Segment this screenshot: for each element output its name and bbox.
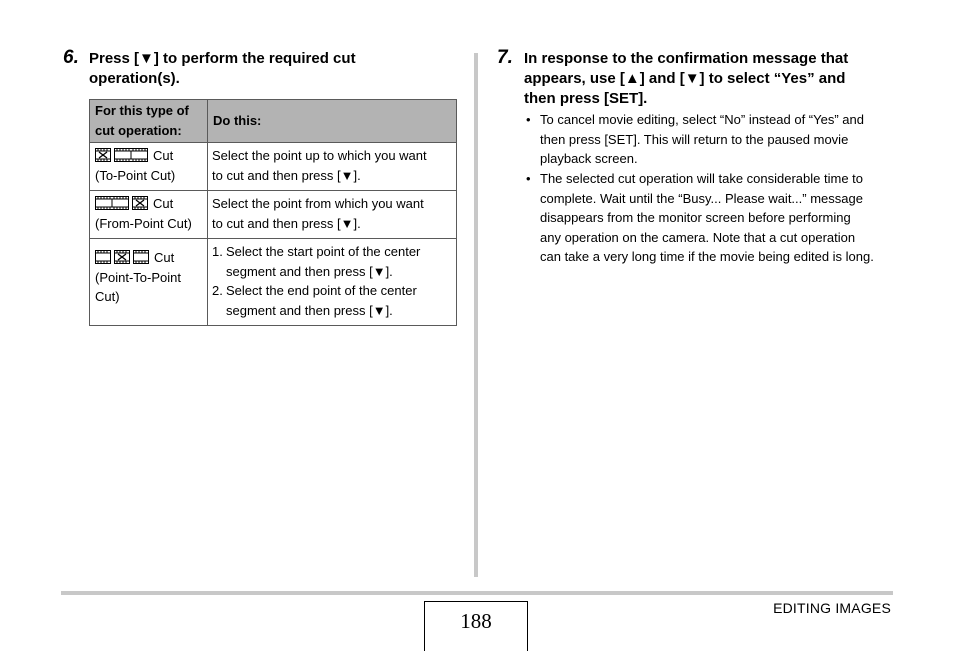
step-7-title (524, 49, 848, 109)
notes-list (524, 110, 896, 267)
step-7-title-line: appears, use [▲] and [▼] to select “Yes” and (524, 70, 846, 87)
action-steps-list (212, 242, 451, 320)
cut-label: Cut (153, 148, 174, 163)
page-number: 188 (460, 609, 492, 633)
cut-type-name: Cut) (95, 289, 120, 304)
list-item (524, 110, 896, 169)
action-text: to cut and then press [▼]. (212, 215, 361, 231)
action-text: Select the point up to which you want (212, 148, 427, 163)
to-point-cut-icon-group (95, 148, 148, 162)
film-frame-icon (95, 250, 111, 264)
operation-type-cell (90, 239, 208, 326)
film-cut-frame-icon (132, 196, 148, 210)
cut-label: Cut (153, 196, 174, 211)
action-text: segment and then press [▼]. (226, 263, 393, 279)
note-text: To cancel movie editing, select “No” instead of “Yes” and (540, 112, 864, 127)
action-text: to cut and then press [▼]. (212, 167, 361, 183)
film-frame-icon (95, 196, 129, 210)
list-number: 2. (212, 283, 223, 298)
from-point-cut-icon-group (95, 196, 148, 210)
step-6-title (89, 49, 356, 89)
table-row (90, 143, 457, 191)
film-frame-icon (114, 148, 148, 162)
film-frame-icon (133, 250, 149, 264)
step-6-title-line: Press [▼] to perform the required cut (89, 50, 356, 67)
step-7-number: 7. (497, 47, 513, 68)
page-number-box (424, 601, 528, 651)
note-text: playback screen. (540, 151, 638, 166)
cut-operation-table (89, 99, 457, 326)
action-cell (208, 239, 457, 326)
film-cut-frame-icon (114, 250, 130, 264)
note-text: any operation on the camera. Note that a cut operation (540, 229, 856, 245)
table-row (90, 239, 457, 326)
step-7-title-line: In response to the confirmation message that (524, 50, 849, 67)
action-text: Select the end point of the center (226, 283, 417, 298)
note-text: The selected cut operation will take considerable time to (540, 171, 864, 186)
cut-label: Cut (154, 250, 175, 265)
header-action: Do this: (208, 100, 457, 143)
film-cut-frame-icon (95, 148, 111, 162)
note-text: then press [SET]. This will return to the paused movie (540, 131, 849, 147)
header-text: For this type of (95, 103, 189, 118)
action-cell (208, 191, 457, 239)
bullet-dot: • (526, 112, 531, 127)
list-item (212, 242, 451, 281)
step-7-title-line: then press [SET]. (524, 90, 648, 107)
list-number: 1. (212, 244, 223, 259)
section-name: EDITING IMAGES (773, 600, 891, 616)
action-text: segment and then press [▼]. (226, 302, 393, 318)
column-divider (474, 53, 478, 577)
note-text: complete. Wait until the “Busy... Please wait...” message (540, 190, 863, 206)
step-6-title-line: operation(s). (89, 70, 180, 87)
list-item (524, 169, 896, 267)
note-text: can take a very long time if the movie being edited is long. (540, 249, 874, 264)
point-to-point-cut-icon-group (95, 250, 149, 264)
step-6-number: 6. (63, 47, 79, 68)
header-text: cut operation: (95, 122, 182, 138)
table-header-row (90, 100, 457, 143)
action-text: Select the point from which you want (212, 196, 424, 211)
operation-type-cell (90, 143, 208, 191)
list-item (212, 281, 451, 320)
header-operation-type (90, 100, 208, 143)
footer-rule (61, 591, 893, 595)
cut-type-name: (Point-To-Point (95, 269, 181, 285)
table-row (90, 191, 457, 239)
note-text: disappears from the monitor screen before performing (540, 210, 851, 225)
bullet-dot: • (526, 171, 531, 186)
cut-type-name: (From-Point Cut) (95, 215, 192, 231)
action-text: Select the start point of the center (226, 244, 421, 259)
action-cell (208, 143, 457, 191)
operation-type-cell (90, 191, 208, 239)
cut-type-name: (To-Point Cut) (95, 167, 176, 183)
